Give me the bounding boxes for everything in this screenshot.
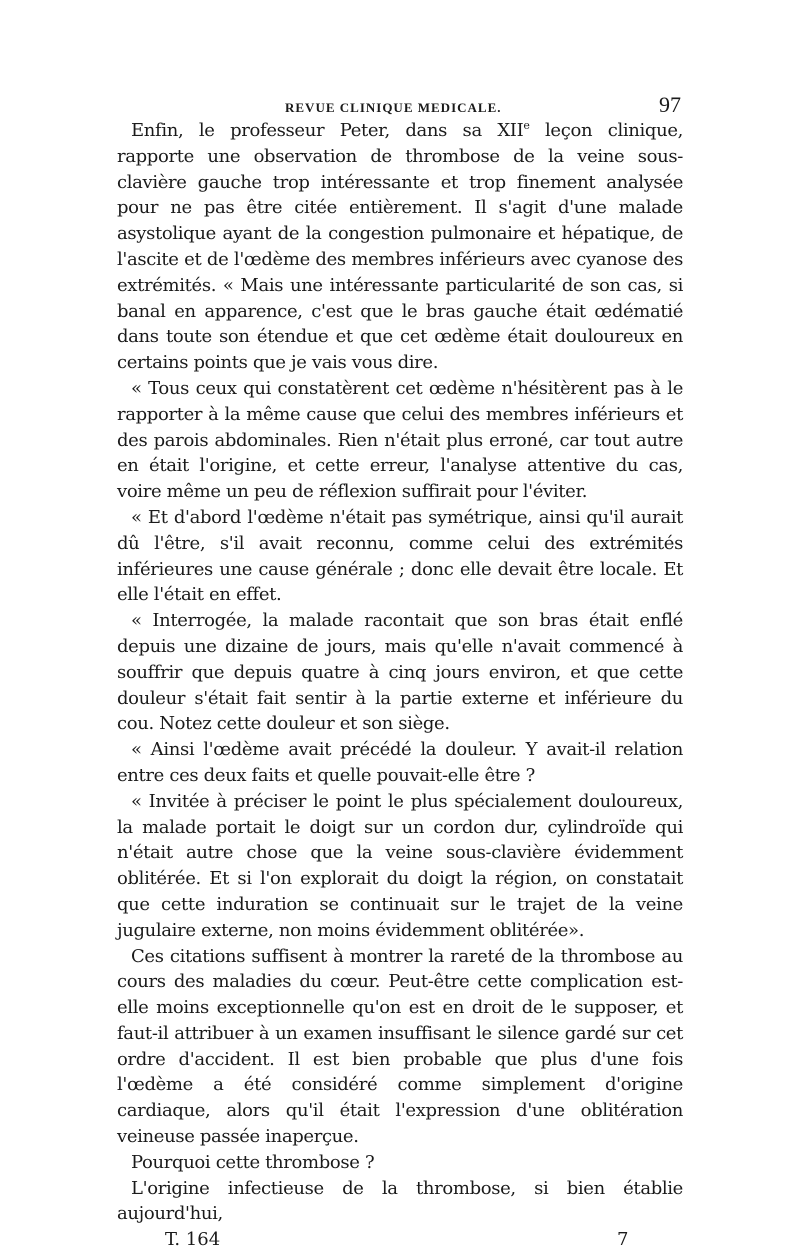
- paragraph: Ces citations suffisent à montrer la rareté de la thrombose au cours des maladies du cœur. Peut-être cette complication est-elle moins exceptionnelle qu'on est en droit de le supposer, et faut-il attribuer à un examen insuffisant le silence gardé sur cet ordre d'accident. Il est bien probable que plus d'une fois l'œdème a été considéré comme simplement d'origine cardiaque, alors qu'il était l'expression d'une oblitération veineuse passée inaperçue.: [117, 945, 683, 1148]
- paragraph: L'origine infectieuse de la thrombose, si bien établie aujourd'hui,: [117, 1177, 683, 1225]
- page-number: 97: [659, 92, 681, 117]
- superscript: e: [523, 119, 530, 132]
- volume-signature: T. 164: [165, 1229, 221, 1251]
- paragraph: « Interrogée, la malade racontait que son bras était enflé depuis une dizaine de jours, mais qu'elle n'avait commencé à souffrir que depuis quatre à cinq jours environ, et que cette douleur s'était fait sentir à la partie externe et inférieure du cou. Notez cette douleur et son siège.: [117, 610, 683, 735]
- paragraph: « Ainsi l'œdème avait précédé la douleur. Y avait-il relation entre ces deux faits et quelle pouvait-elle être ?: [117, 739, 683, 786]
- paragraph-text: Enfin, le professeur Peter, dans sa XII: [131, 120, 524, 141]
- body-text: [117, 118, 683, 1227]
- sheet-number: 7: [617, 1229, 629, 1251]
- paragraph-text: leçon clinique, rapporte une observation de thrombose de la veine sous-clavière gauche trop intéressante et trop finement analysée pour ne pas être citée entièrement. Il s'agit d'une malade asystolique ayant de la congestion pulmonaire et hépatique, de l'ascite et de l'œdème des membres inférieurs avec cyanose des extrémités. « Mais une intéressante particularité de son cas, si banal en apparence, c'est que le bras gauche était œdématié dans toute son étendue et que cet œdème était douloureux en certains points que je vais vous dire.: [117, 120, 683, 374]
- paragraph: Pourquoi cette thrombose ?: [131, 1151, 375, 1173]
- page-footer: [117, 1229, 683, 1255]
- running-header: [117, 92, 683, 118]
- paragraph: « Tous ceux qui constatèrent cet œdème n'hésitèrent pas à le rapporter à la même cause que celui des membres inférieurs et des parois abdominales. Rien n'était plus erroné, car tout autre en était l'origine, et cette erreur, l'analyse attentive du cas, voire même un peu de réflexion suffirait pour l'éviter.: [117, 377, 683, 503]
- paragraph: « Et d'abord l'œdème n'était pas symétrique, ainsi qu'il aurait dû l'être, s'il avait reconnu, comme celui des extrémités inférieures une cause générale ; donc elle devait être locale. Et elle l'était en effet.: [117, 506, 683, 606]
- paragraph: [117, 118, 683, 376]
- book-page: [117, 92, 683, 1255]
- paragraph: « Invitée à préciser le point le plus spécialement douloureux, la malade portait le doigt sur un cordon dur, cylindroïde qui n'était autre chose que la veine sous-clavière évidemment oblitérée. Et si l'on explorait du doigt la région, on constatait que cette induration se continuait sur le trajet de la veine jugulaire externe, non moins évidemment oblitérée».: [117, 790, 683, 941]
- running-title: REVUE CLINIQUE MEDICALE.: [285, 100, 502, 115]
